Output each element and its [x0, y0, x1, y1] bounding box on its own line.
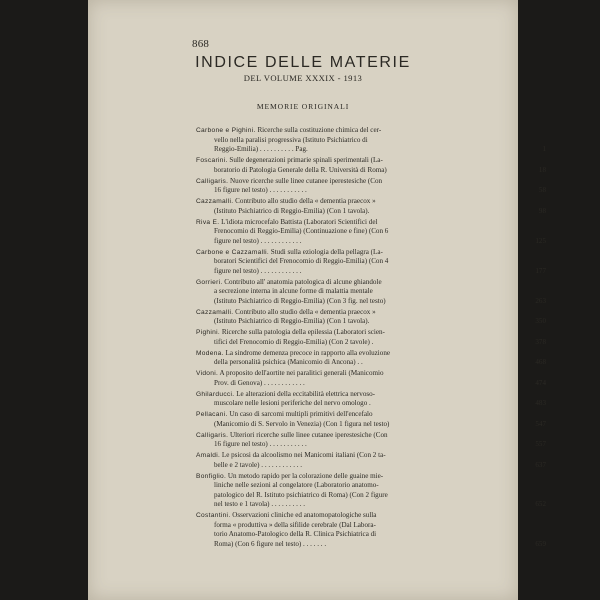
toc-page-number: 547 — [535, 419, 546, 428]
toc-entry-line: vello nella paralisi progressiva (Istituto Psichiatrico di — [214, 135, 368, 144]
toc-page-number: 557 — [535, 440, 546, 448]
toc-author: Vidoni. — [196, 370, 219, 377]
toc-entry-line: Frenocomio di Reggio-Emilia) (Continuazione e fine) (Con 6 — [214, 227, 389, 235]
toc-entry-first-line — [196, 369, 530, 379]
toc-author: Cazzamalli. — [196, 198, 234, 205]
toc-entry-line: forma « produttiva » della sifilide cerebrale (Dal Labora- — [214, 520, 376, 529]
toc-entry — [196, 177, 546, 196]
toc-author: Modena. — [196, 349, 224, 357]
toc-title-text: Nuove ricerche sulle linee cutanee iperestesiche (Con — [230, 176, 383, 185]
toc-page-number: 350 — [535, 317, 546, 325]
toc-entry-line: 16 figure nel testo) . . . . . . . . . . . — [214, 186, 307, 194]
toc-page-number: 659 — [535, 539, 546, 548]
toc-entry-line: a secrezione interna in alcune forme di malattia mentale — [214, 287, 373, 295]
toc-entry-line: Prov. di Genova) . . . . . . . . . . . . — [214, 378, 305, 387]
toc-author: Calligaris. — [196, 431, 229, 439]
toc-entry-line: (Istituto Psichiatrico di Reggio-Emilia) (Con 3 fig. nel testo) — [214, 296, 386, 305]
toc-entry-line: (Manicomio di S. Servolo in Venezia) (Con 1 figura nel testo) — [214, 419, 390, 428]
toc-title-text: Ulteriori ricerche sulle linee cutanee iperestesiche (Con — [230, 430, 388, 439]
toc-entry-line: figure nel testo) . . . . . . . . . . . . — [214, 236, 302, 245]
toc-author: Amaldi. — [196, 452, 221, 459]
toc-entry — [196, 218, 546, 247]
toc-entry-first-line — [196, 218, 530, 228]
toc-entry-line: liniche nelle sezioni al congelatore (Laboratorio anatomo- — [214, 481, 379, 489]
toc-page-number: 18 — [538, 165, 546, 174]
toc-author: Foscarini. — [196, 157, 228, 164]
toc-title-text: Le alterazioni della eccitabilità elettrica nervoso- — [236, 389, 376, 398]
toc-author: Ghilarducci. — [196, 390, 235, 398]
page-title: INDICE DELLE MATERIE — [195, 54, 411, 71]
toc-title-text: Osservazioni cliniche ed anatomopatologiche sulla — [232, 511, 377, 519]
toc-entry-line: patologico del R. Istituto psichiatrico di Roma) (Con 2 figure — [214, 490, 388, 499]
toc-entry-line: muscolare nelle lesioni periferiche del nervo omologo . — [214, 399, 371, 407]
toc-author: Bonfiglio. — [196, 472, 227, 480]
toc-author: Cazzamalli. — [196, 308, 234, 316]
toc-entry-line: tifici del Frenocomio di Reggio-Emilia) (Con 2 tavole) . — [214, 337, 374, 346]
toc-page-number: 1 — [542, 145, 546, 153]
toc-entry-first-line — [196, 156, 530, 166]
toc-entry-first-line — [196, 177, 530, 187]
toc-entry-line: belle e 2 tavole) . . . . . . . . . . . . — [214, 460, 303, 469]
toc-entry — [196, 451, 546, 470]
section-heading: MEMORIE ORIGINALI — [256, 102, 350, 111]
toc-title-text: Ricerche sulla costituzione chimica del cer- — [257, 126, 382, 134]
toc-entry — [196, 431, 546, 450]
toc-entry — [196, 369, 546, 388]
toc-title-text: Contributo allo studio della « dementia praecox » — [235, 307, 376, 316]
toc-page-number: 474 — [535, 378, 546, 387]
toc-entry-line: figure nel testo) . . . . . . . . . . . . — [214, 266, 302, 275]
toc-author: Carbone e Cazzamalli. — [196, 248, 270, 256]
toc-title-text: Contributo all' anatomia patologica di alcune ghiandole — [224, 277, 382, 286]
toc-entry — [196, 197, 546, 216]
toc-page-number: 125 — [535, 236, 546, 245]
toc-entry-line: boratorio di Patologia Generale della R. Università di Roma) — [214, 165, 387, 174]
toc-entry-line: (Istituto Psichiatrico di Reggio-Emilia) (Con 1 tavola). — [214, 206, 370, 215]
toc-entry-first-line — [196, 472, 530, 482]
toc-entry-line: (Istituto Psichiatrico di Reggio-Emilia) (Con 1 tavola). — [214, 317, 370, 325]
toc-author: Costantini. — [196, 512, 231, 519]
toc-entry-first-line — [196, 511, 530, 521]
toc-entry — [196, 349, 546, 368]
book-page — [88, 0, 546, 600]
toc-page-number: 652 — [535, 500, 546, 508]
toc-entry-first-line — [196, 349, 530, 359]
toc-title-text: Le psicosi da alcoolismo nei Manicomi italiani (Con 2 ta- — [221, 451, 386, 459]
toc-author: Carbone e Pighini. — [196, 127, 256, 134]
toc-entry — [196, 308, 546, 327]
page-number: 868 — [192, 38, 210, 50]
toc-entry-line: Reggio-Emilia) . . . . . . . . . . Pag. — [214, 145, 308, 153]
toc-entry-first-line — [196, 431, 530, 441]
toc-entry-line: Roma) (Con 6 figure nel testo) . . . . . . . — [214, 539, 327, 548]
toc-page-number: 637 — [535, 460, 546, 469]
toc-entry-first-line — [196, 451, 530, 461]
toc-title-text: L'idiota microcefalo Battista (Laboratori Scientifici del — [221, 217, 378, 226]
toc-entry — [196, 511, 546, 549]
page-subtitle: DEL VOLUME XXXIX - 1913 — [243, 73, 363, 83]
toc-page-number: 58 — [538, 186, 546, 194]
toc-author: Gorrieri. — [196, 278, 223, 286]
toc-entry-first-line — [196, 410, 530, 420]
toc-entry — [196, 410, 546, 429]
toc-title-text: La sindrome demenza precoce in rapporto alla evoluzione — [225, 348, 391, 357]
toc-entry-line: boratori Scientifici del Frenocomio di Reggio-Emilia) (Con 4 — [214, 257, 389, 265]
toc-entry-first-line — [196, 278, 530, 288]
toc-entry — [196, 390, 546, 409]
toc-entry-first-line — [196, 390, 530, 400]
toc-title-text: A proposito dell'aortite nei paralitici generali (Manicomio — [219, 369, 384, 377]
toc-entry — [196, 156, 546, 175]
toc-author: Pellacani. — [196, 411, 228, 418]
toc-entry-line: 16 figure nel testo) . . . . . . . . . . . — [214, 440, 307, 448]
toc-entry-first-line — [196, 248, 530, 258]
toc-page-number: 98 — [538, 206, 546, 215]
toc-entry-first-line — [196, 328, 530, 338]
toc-entry-line: torio Anatomo-Patologico della R. Clinica Psichiatrica di — [214, 530, 377, 538]
toc-entry — [196, 328, 546, 347]
toc-entry-first-line — [196, 197, 530, 207]
toc-entry — [196, 248, 546, 277]
toc-title-text: Studi sulla eziologia della pellagra (La- — [270, 247, 383, 256]
toc-entry-line: nel testo e 1 tavola) . . . . . . . . . . — [214, 500, 306, 508]
toc-entry — [196, 472, 546, 510]
toc-title-text: Un metodo rapido per la colorazione delle guaine mie- — [227, 471, 384, 480]
toc-page-number: 483 — [535, 399, 546, 407]
toc-title-text: Contributo allo studio della « dementia praecox » — [235, 197, 376, 205]
toc-author: Riva E. — [196, 218, 220, 226]
toc-entry-first-line — [196, 126, 530, 136]
toc-title-text: Ricerche sulla patologia della epilessia (Laboratori scien- — [221, 328, 385, 336]
toc-page-number: 468 — [535, 358, 546, 366]
toc-entry — [196, 278, 546, 307]
toc-entry-first-line — [196, 308, 530, 318]
table-of-contents — [196, 126, 546, 551]
toc-title-text: Un caso di sarcomi multipli primitivi dell'encefalo — [229, 410, 373, 418]
toc-author: Pighini. — [196, 329, 221, 336]
toc-page-number: 263 — [535, 296, 546, 305]
toc-title-text: Sulle degenerazioni primarie spinali sperimentali (La- — [229, 156, 383, 164]
toc-page-number: 177 — [535, 266, 546, 275]
toc-author: Calligaris. — [196, 177, 229, 185]
toc-entry — [196, 126, 546, 155]
toc-page-number: 378 — [535, 337, 546, 346]
toc-entry-line: della personalità psichica (Manicomio di Ancona) . . — [214, 358, 363, 366]
